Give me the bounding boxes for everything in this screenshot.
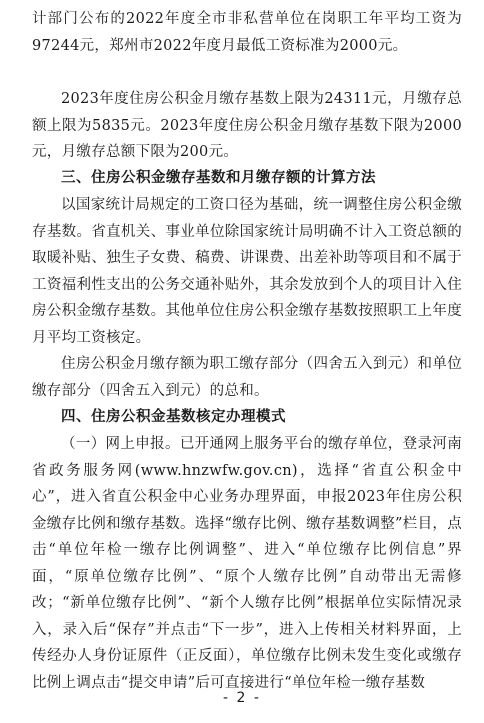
section-heading-three: 三、住房公积金缴存基数和月缴存额的计算方法 — [61, 170, 376, 186]
paragraph-wage-standard: 计部门公布的2022年度全市非私营单位在岗职工年平均工资为97244元，郑州市2022年度月最低工资标准为2000元。 — [32, 11, 462, 54]
section-heading-four: 四、住房公积金基数核定办理模式 — [61, 409, 286, 425]
page-number: - 2 - — [223, 690, 261, 706]
paragraph-monthly-amount: 住房公积金月缴存额为职工缴存部分（四舍五入到元）和单位缴存部分（四舍五入到元）的总和。 — [32, 356, 462, 399]
paragraph-contribution-limits: 2023年度住房公积金月缴存基数上限为24311元，月缴存总额上限为5835元。2023年度住房公积金月缴存基数下限为2000元，月缴存总额下限为200元。 — [32, 91, 462, 160]
paragraph-online-application: （一）网上申报。已开通网上服务平台的缴存单位，登录河南省政务服务网(www.hnzwfw.gov.cn)，选择“省直公积金中心”，进入省直公积金中心业务办理界面，申报2023年住房公积金缴存比例和缴存基数。选择“缴存比例、缴存基数调整”栏目，点击“单位年检一缴存比例调整”、进入“单位缴存比例信息”界面，“原单位缴存比例”、“原个人缴存比例”自动带出无需修改；“新单位缴存比例”、“新个人缴存比例”根据单位实际情况录入，录入后“保存”并点击“下一步”，进入上传相关材料界面，上传经办人身份证原件（正反面），单位缴存比例未发生变化或缴存比例上调点击“提交申请”后可直接进行“单位年检一缴存基数 — [32, 436, 462, 691]
paragraph-calculation-method: 以国家统计局规定的工资口径为基础，统一调整住房公积金缴存基数。省直机关、事业单位除国家统计局明确不计入工资总额的取暖补贴、独生子女费、稿费、讲课费、出差补助等项目和不属于工资福利性支出的公务交通补贴外，其余发放到个人的项目计入住房公积金缴存基数。其他单位住房公积金缴存基数按照职工上年度月平均工资核定。 — [32, 197, 462, 346]
